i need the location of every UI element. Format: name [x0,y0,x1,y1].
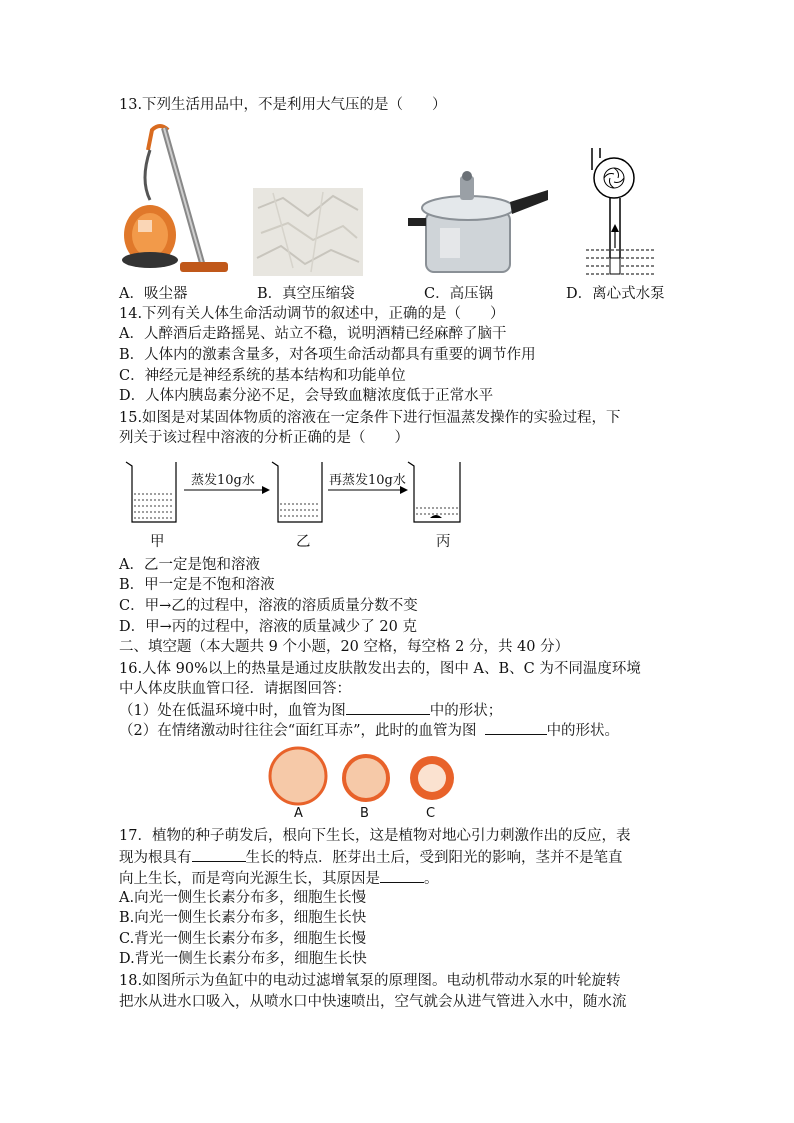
q17-line2 [119,847,623,868]
q14-stem: 14.下列有关人体生命活动调节的叙述中，正确的是（ ） [119,306,505,322]
q15-stem-line1: 15.如图是对某固体物质的溶液在一定条件下进行恒温蒸发操作的实验过程，下 [119,410,621,426]
q17-line3-text-b: 。 [424,871,439,887]
q13-option-a: A．吸尘器 [119,286,188,302]
q16-sub2 [119,720,619,741]
q16-sub1 [119,700,502,721]
q13-option-b: B．真空压缩袋 [257,286,355,302]
q16-sub1-text-b: 中的形状； [429,703,503,719]
q17-option-b: B.向光一侧生长素分布多，细胞生长快 [119,910,367,926]
q15-option-d: D．甲→丙的过程中，溶液的质量减少了 20 克 [119,619,417,635]
vessel-label-b: B [360,806,369,821]
q16-sub2-text-b: 中的形状。 [546,723,620,739]
q15-stem-line2: 列关于该过程中溶液的分析正确的是（ ） [119,430,409,446]
q14-option-c: C．神经元是神经系统的基本结构和功能单位 [119,368,406,384]
q14-option-a: A．人醉酒后走路摇晃、站立不稳，说明酒精已经麻醉了脑干 [119,326,507,342]
q17-line3-text-a: 向上生长，而是弯向光源生长，其原因是 [119,871,380,887]
q14-option-b: B．人体内的激素含量多，对各项生命活动都具有重要的调节作用 [119,347,536,363]
vessel-label-c: C [426,806,436,821]
q18-line1: 18.如图所示为鱼缸中的电动过滤增氧泵的原理图。电动机带动水泵的叶轮旋转 [119,973,621,989]
q15-arrow1-label: 蒸发10g水 [191,473,255,488]
q17-line1: 17．植物的种子萌发后，根向下生长，这是植物对地心引力刺激作出的反应，表 [119,828,631,844]
q16-sub1-text-a: （1）处在低温环境中时，血管为图 [119,703,346,719]
compression-bag-image [253,188,363,276]
q17-line2-text-b: 生长的特点．胚芽出土后，受到阳光的影响，茎并不是笔直 [245,850,623,866]
vacuum-cleaner-image [120,120,240,278]
q13-option-d: D．离心式水泵 [566,286,665,302]
q17-option-a: A.向光一侧生长素分布多，细胞生长慢 [119,890,367,906]
q13-option-c: C．高压锅 [424,286,494,302]
q15-option-c: C．甲→乙的过程中，溶液的溶质质量分数不变 [119,598,418,614]
centrifugal-pump-diagram [580,140,660,280]
q13-stem: 13.下列生活用品中，不是利用大气压的是（ ） [119,97,447,113]
q16-sub1-blank[interactable] [346,700,430,715]
blood-vessel-diagram [262,744,472,808]
q16-line1: 16.人体 90%以上的热量是通过皮肤散发出去的，图中 A、B、C 为不同温度环境 [119,661,641,677]
section-2-heading: 二、填空题（本大题共 9 个小题，20 空格，每空格 2 分，共 40 分） [119,639,570,655]
vessel-label-a: A [294,806,303,821]
q15-beaker-label-jia: 甲 [150,534,165,550]
pressure-cooker-image [400,168,550,278]
q15-beaker-label-bing: 丙 [436,534,451,550]
q17-line3 [119,868,439,889]
q17-option-c: C.背光一侧生长素分布多，细胞生长慢 [119,931,367,947]
q17-line2-text-a: 现为根具有 [119,850,192,866]
q18-line2: 把水从进水口吸入，从喷水口中快速喷出，空气就会从进气管进入水中，随水流 [119,994,627,1010]
q14-option-d: D．人体内胰岛素分泌不足，会导致血糖浓度低于正常水平 [119,388,494,404]
q15-option-b: B．甲一定是不饱和溶液 [119,577,275,593]
evaporation-diagram [120,456,470,528]
q17-blank-2[interactable] [380,868,424,883]
q17-blank-1[interactable] [192,847,246,862]
q15-option-a: A．乙一定是饱和溶液 [119,557,260,573]
q15-arrow2-label: 再蒸发10g水 [329,473,406,488]
q17-option-d: D.背光一侧生长素分布多，细胞生长快 [119,951,367,967]
q15-beaker-label-yi: 乙 [296,534,311,550]
q16-line2: 中人体皮肤血管口径．请据图回答： [119,681,351,697]
q16-sub2-text-a: （2）在情绪激动时往往会“面红耳赤”，此时的血管为图 [119,723,477,739]
q16-sub2-blank[interactable] [485,720,547,735]
